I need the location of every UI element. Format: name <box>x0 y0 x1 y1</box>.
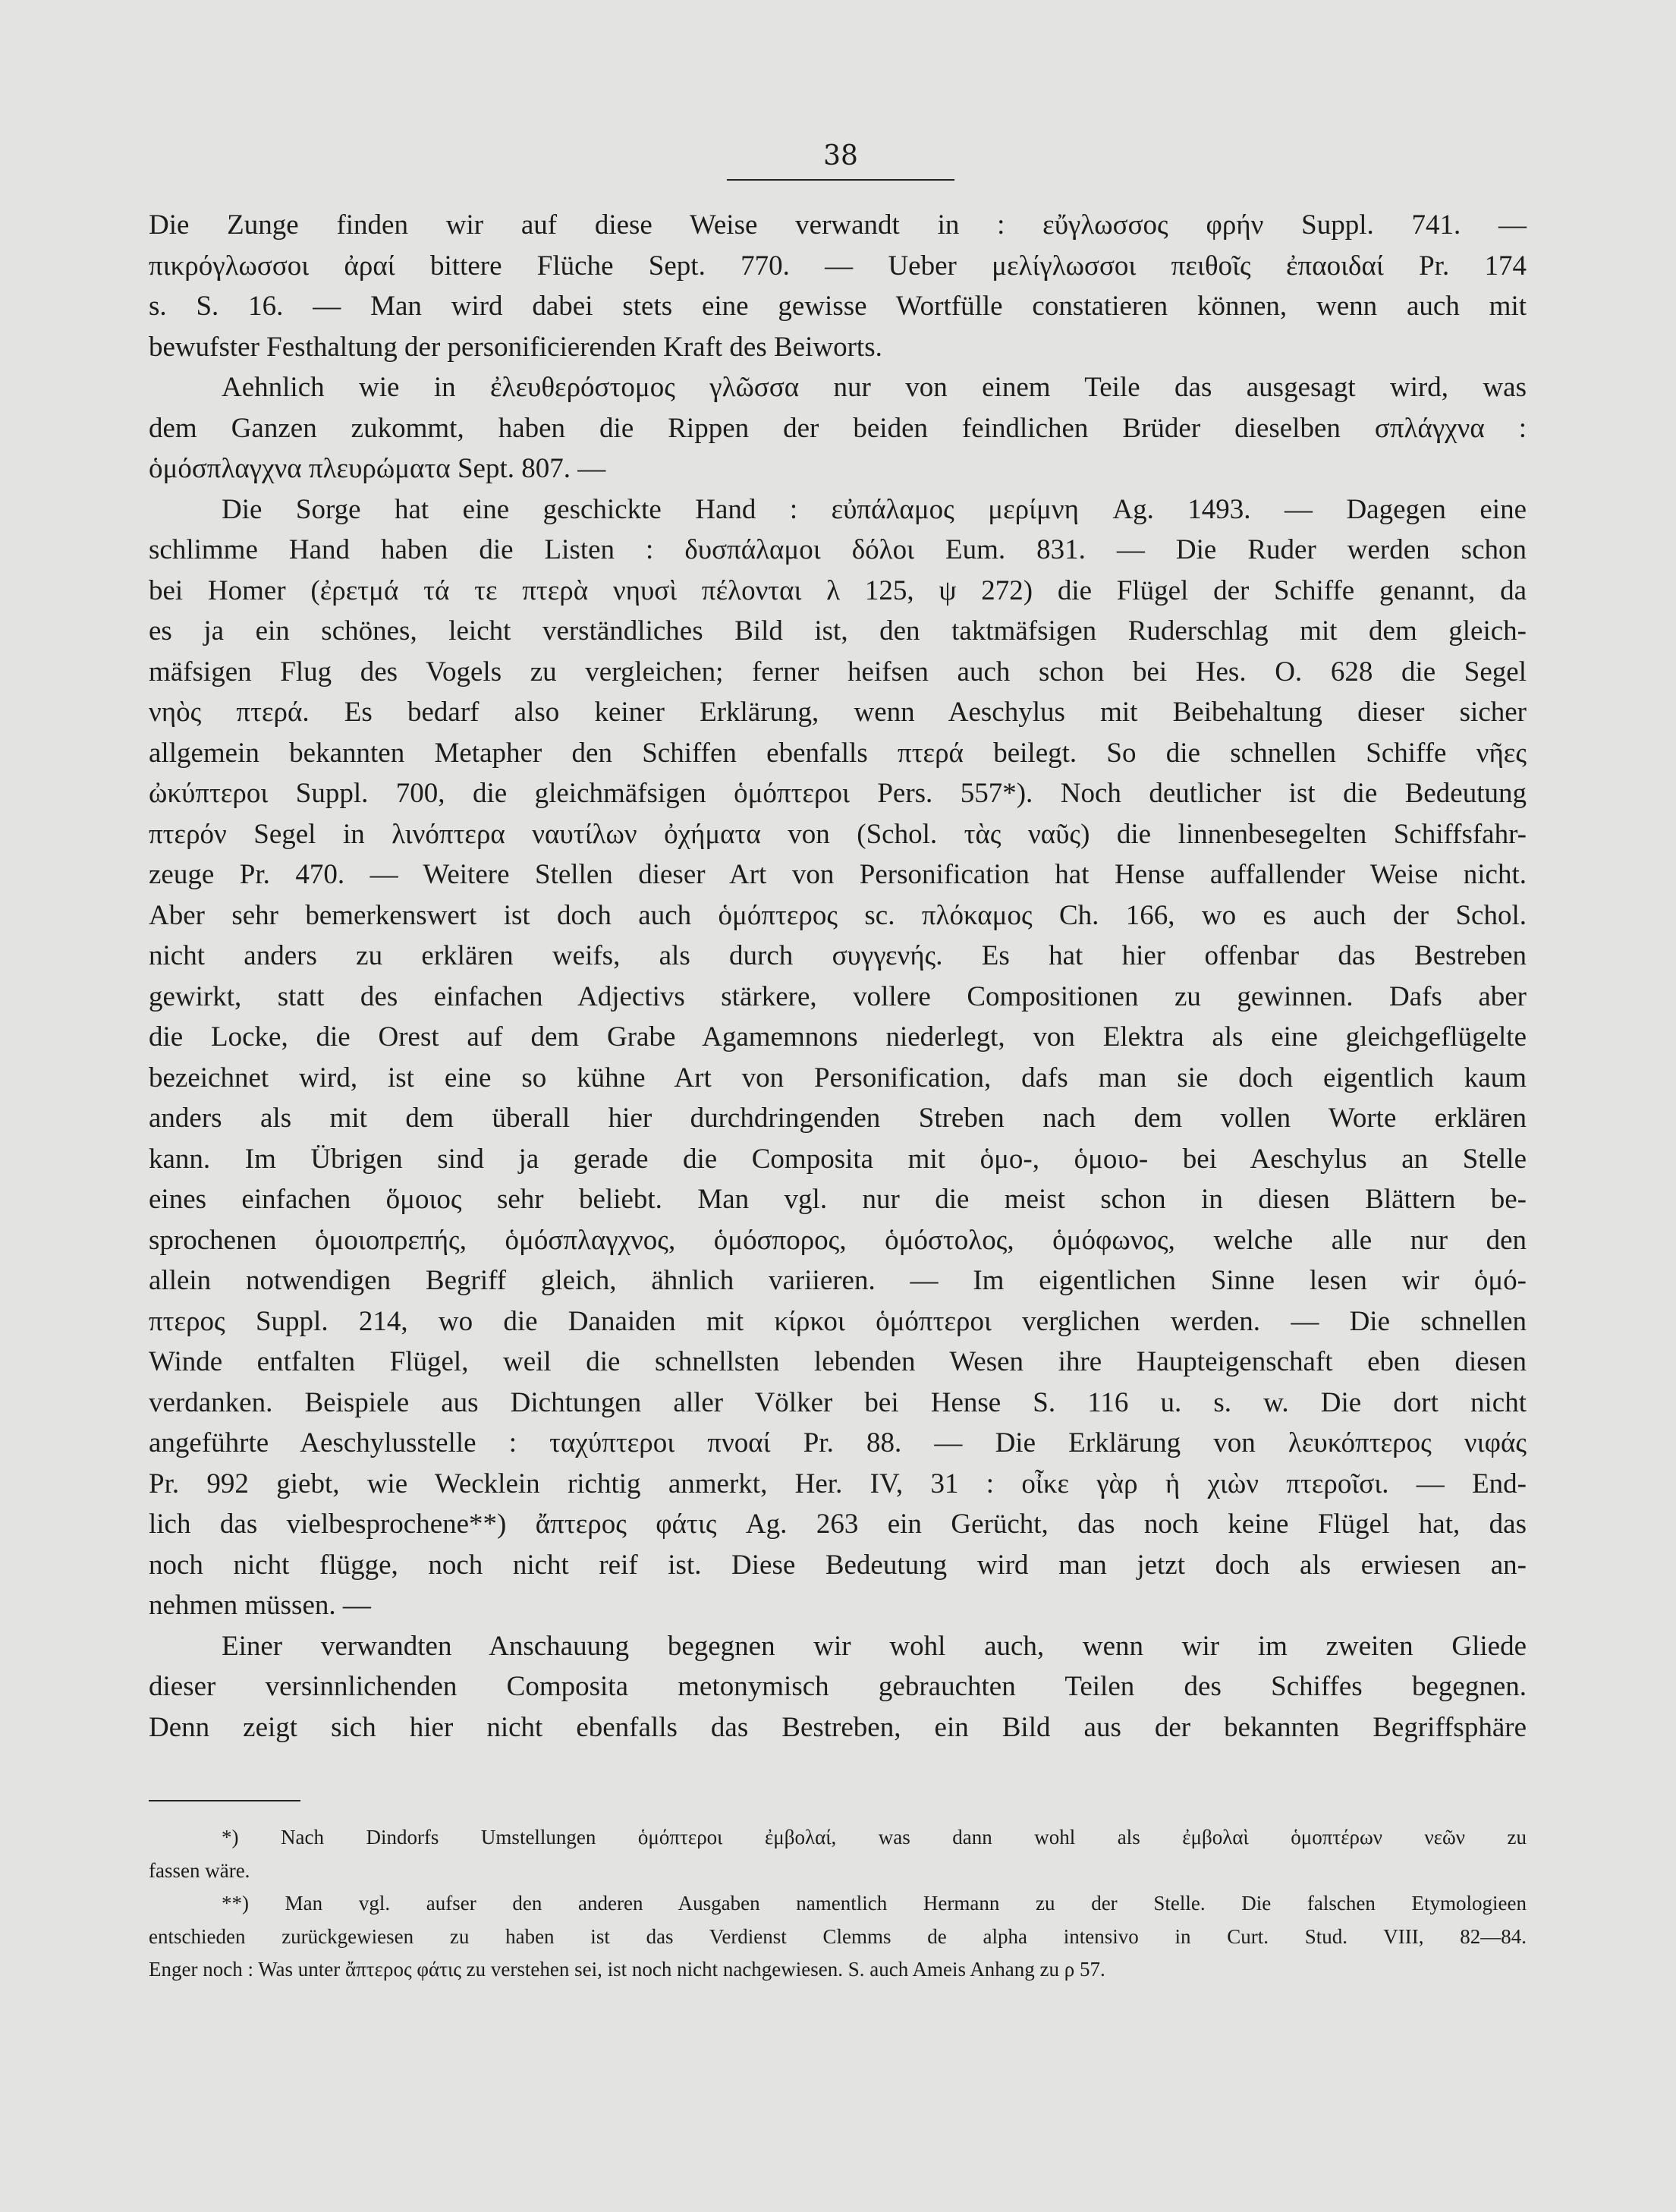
text-line: es ja ein schönes, leicht verständliches Bild ist, den taktmäfsigen Ruderschlag mit dem gleich- <box>149 615 1527 647</box>
text-line: gewirkt, statt des einfachen Adjectivs stärkere, vollere Compositionen zu gewinnen. Dafs aber <box>149 980 1527 1012</box>
text-line: Die Sorge hat eine geschickte Hand : εὐπάλαμος μερίμνη Ag. 1493. — Dagegen eine <box>222 493 1527 525</box>
footnote-line: entschieden zurückgewiesen zu haben ist das Verdienst Clemms de alpha intensivo in Curt. Stud. VIII, 82—84. <box>149 1924 1527 1948</box>
text-line: Pr. 992 giebt, wie Wecklein richtig anmerkt, Her. IV, 31 : οἶκε γὰρ ἡ χιὼν πτεροῖσι. — End- <box>149 1468 1527 1499</box>
text-line: eines einfachen ὅμοιος sehr beliebt. Man vgl. nur die meist schon in diesen Blättern be- <box>149 1184 1527 1215</box>
text-line: allein notwendigen Begriff gleich, ähnlich variieren. — Im eigentlichen Sinne lesen wir ὁμό- <box>149 1265 1527 1296</box>
text-line: mäfsigen Flug des Vogels zu vergleichen; ferner heifsen auch schon bei Hes. O. 628 die Segel <box>149 656 1527 688</box>
text-line: verdanken. Beispiele aus Dichtungen aller Völker bei Hense S. 116 u. s. w. Die dort nicht <box>149 1386 1527 1418</box>
text-line: zeuge Pr. 470. — Weitere Stellen dieser Art von Personification hat Hense auffallender Weise nicht. <box>149 859 1527 890</box>
text-line: noch nicht flügge, noch nicht reif ist. Diese Bedeutung wird man jetzt doch als erwiesen an- <box>149 1549 1527 1581</box>
text-line: dem Ganzen zukommt, haben die Rippen der beiden feindlichen Brüder dieselben σπλάγχνα : <box>149 412 1527 444</box>
text-line: dieser versinnlichenden Composita metonymisch gebrauchten Teilen des Schiffes begegnen. <box>149 1671 1527 1702</box>
page-number-rule <box>727 179 954 181</box>
text-line: anders als mit dem überall hier durchdringenden Streben nach dem vollen Worte erklären <box>149 1103 1527 1134</box>
text-line: die Locke, die Orest auf dem Grabe Agamemnons niederlegt, von Elektra als eine gleichgeflügelte <box>149 1021 1527 1053</box>
text-line: s. S. 16. — Man wird dabei stets eine gewisse Wortfülle constatieren können, wenn auch mit <box>149 291 1527 322</box>
text-line: ὁμόσπλαγχνα πλευρώματα Sept. 807. — <box>149 453 606 484</box>
footnote-line: fassen wäre. <box>149 1858 250 1882</box>
text-line: kann. Im Übrigen sind ja gerade die Composita mit ὁμο-, ὁμοιο- bei Aeschylus an Stelle <box>149 1143 1527 1175</box>
text-line: bezeichnet wird, ist eine so kühne Art von Personification, dafs man sie doch eigentlich kaum <box>149 1062 1527 1093</box>
text-line: Aehnlich wie in ἐλευθερόστομος γλῶσσα nur von einem Teile das ausgesagt wird, was <box>222 372 1527 403</box>
text-line: Aber sehr bemerkenswert ist doch auch ὁμόπτερος sc. πλόκαμος Ch. 166, wo es auch der Schol. <box>149 899 1527 931</box>
text-line: πικρόγλωσσοι ἀραί bittere Flüche Sept. 770. — Ueber μελίγλωσσοι πειθοῖς ἐπαοιδαί Pr. 174 <box>149 250 1527 282</box>
text-line: Denn zeigt sich hier nicht ebenfalls das Bestreben, ein Bild aus der bekannten Begriffsphäre <box>149 1711 1527 1743</box>
footnote-line: *) Nach Dindorfs Umstellungen ὁμόπτεροι ἐμβολαί, was dann wohl als ἐμβολαὶ ὁμοπτέρων νεῶν zu <box>222 1826 1527 1849</box>
text-line: πτερος Suppl. 214, wo die Danaiden mit κίρκοι ὁμόπτεροι verglichen werden. — Die schnellen <box>149 1305 1527 1337</box>
text-line: νηὸς πτερά. Es bedarf also keiner Erklärung, wenn Aeschylus mit Beibehaltung dieser sicher <box>149 697 1527 728</box>
text-line: nicht anders zu erklären weifs, als durch συγγενής. Es hat hier offenbar das Bestreben <box>149 940 1527 971</box>
body-text <box>149 205 1527 1748</box>
footnote-line: **) Man vgl. aufser den anderen Ausgaben namentlich Hermann zu der Stelle. Die falschen Etymologieen <box>222 1892 1527 1915</box>
text-line: πτερόν Segel in λινόπτερα ναυτίλων ὀχήματα von (Schol. τὰς ναῦς) die linnenbesegelten Schiffsfahr- <box>149 818 1527 850</box>
footnote-line: Enger noch : Was unter ἄπτερος φάτις zu verstehen sei, ist noch nicht nachgewiesen. S. auch Ameis Anhang zu ρ 57. <box>149 1958 1105 1981</box>
text-line: angeführte Aeschylusstelle : ταχύπτεροι πνοαί Pr. 88. — Die Erklärung von λευκόπτερος νιφάς <box>149 1427 1527 1458</box>
page-number: 38 <box>823 140 858 171</box>
text-line: bei Homer (ἐρετμά τά τε πτερὰ νηυσὶ πέλονται λ 125, ψ 272) die Flügel der Schiffe genannt, da <box>149 574 1527 606</box>
text-line: allgemein bekannten Metapher den Schiffen ebenfalls πτερά beilegt. So die schnellen Schiffe νῆες <box>149 737 1527 769</box>
text-line: lich das vielbesprochene**) ἄπτερος φάτις Ag. 263 ein Gerücht, das noch keine Flügel hat, das <box>149 1509 1527 1540</box>
text-line: schlimme Hand haben die Listen : δυσπάλαμοι δόλοι Eum. 831. — Die Ruder werden schon <box>149 534 1527 565</box>
footnote-rule <box>149 1800 300 1801</box>
text-line: nehmen müssen. — <box>149 1590 371 1621</box>
text-line: Die Zunge finden wir auf diese Weise verwandt in : εὔγλωσσος φρήν Suppl. 741. — <box>149 209 1527 241</box>
footnotes <box>149 1821 1527 1987</box>
text-line: sprochenen ὁμοιοπρεπής, ὁμόσπλαγχνος, ὁμόσπορος, ὁμόστολος, ὁμόφωνος, welche alle nur den <box>149 1224 1527 1256</box>
text-line: ὠκύπτεροι Suppl. 700, die gleichmäfsigen ὁμόπτεροι Pers. 557*). Noch deutlicher ist die Bedeutung <box>149 778 1527 809</box>
text-line: Einer verwandten Anschauung begegnen wir wohl auch, wenn wir im zweiten Gliede <box>222 1630 1527 1662</box>
text-line: bewufster Festhaltung der personificierenden Kraft des Beiworts. <box>149 331 882 363</box>
text-line: Winde entfalten Flügel, weil die schnellsten lebenden Wesen ihre Haupteigenschaft eben diesen <box>149 1346 1527 1377</box>
